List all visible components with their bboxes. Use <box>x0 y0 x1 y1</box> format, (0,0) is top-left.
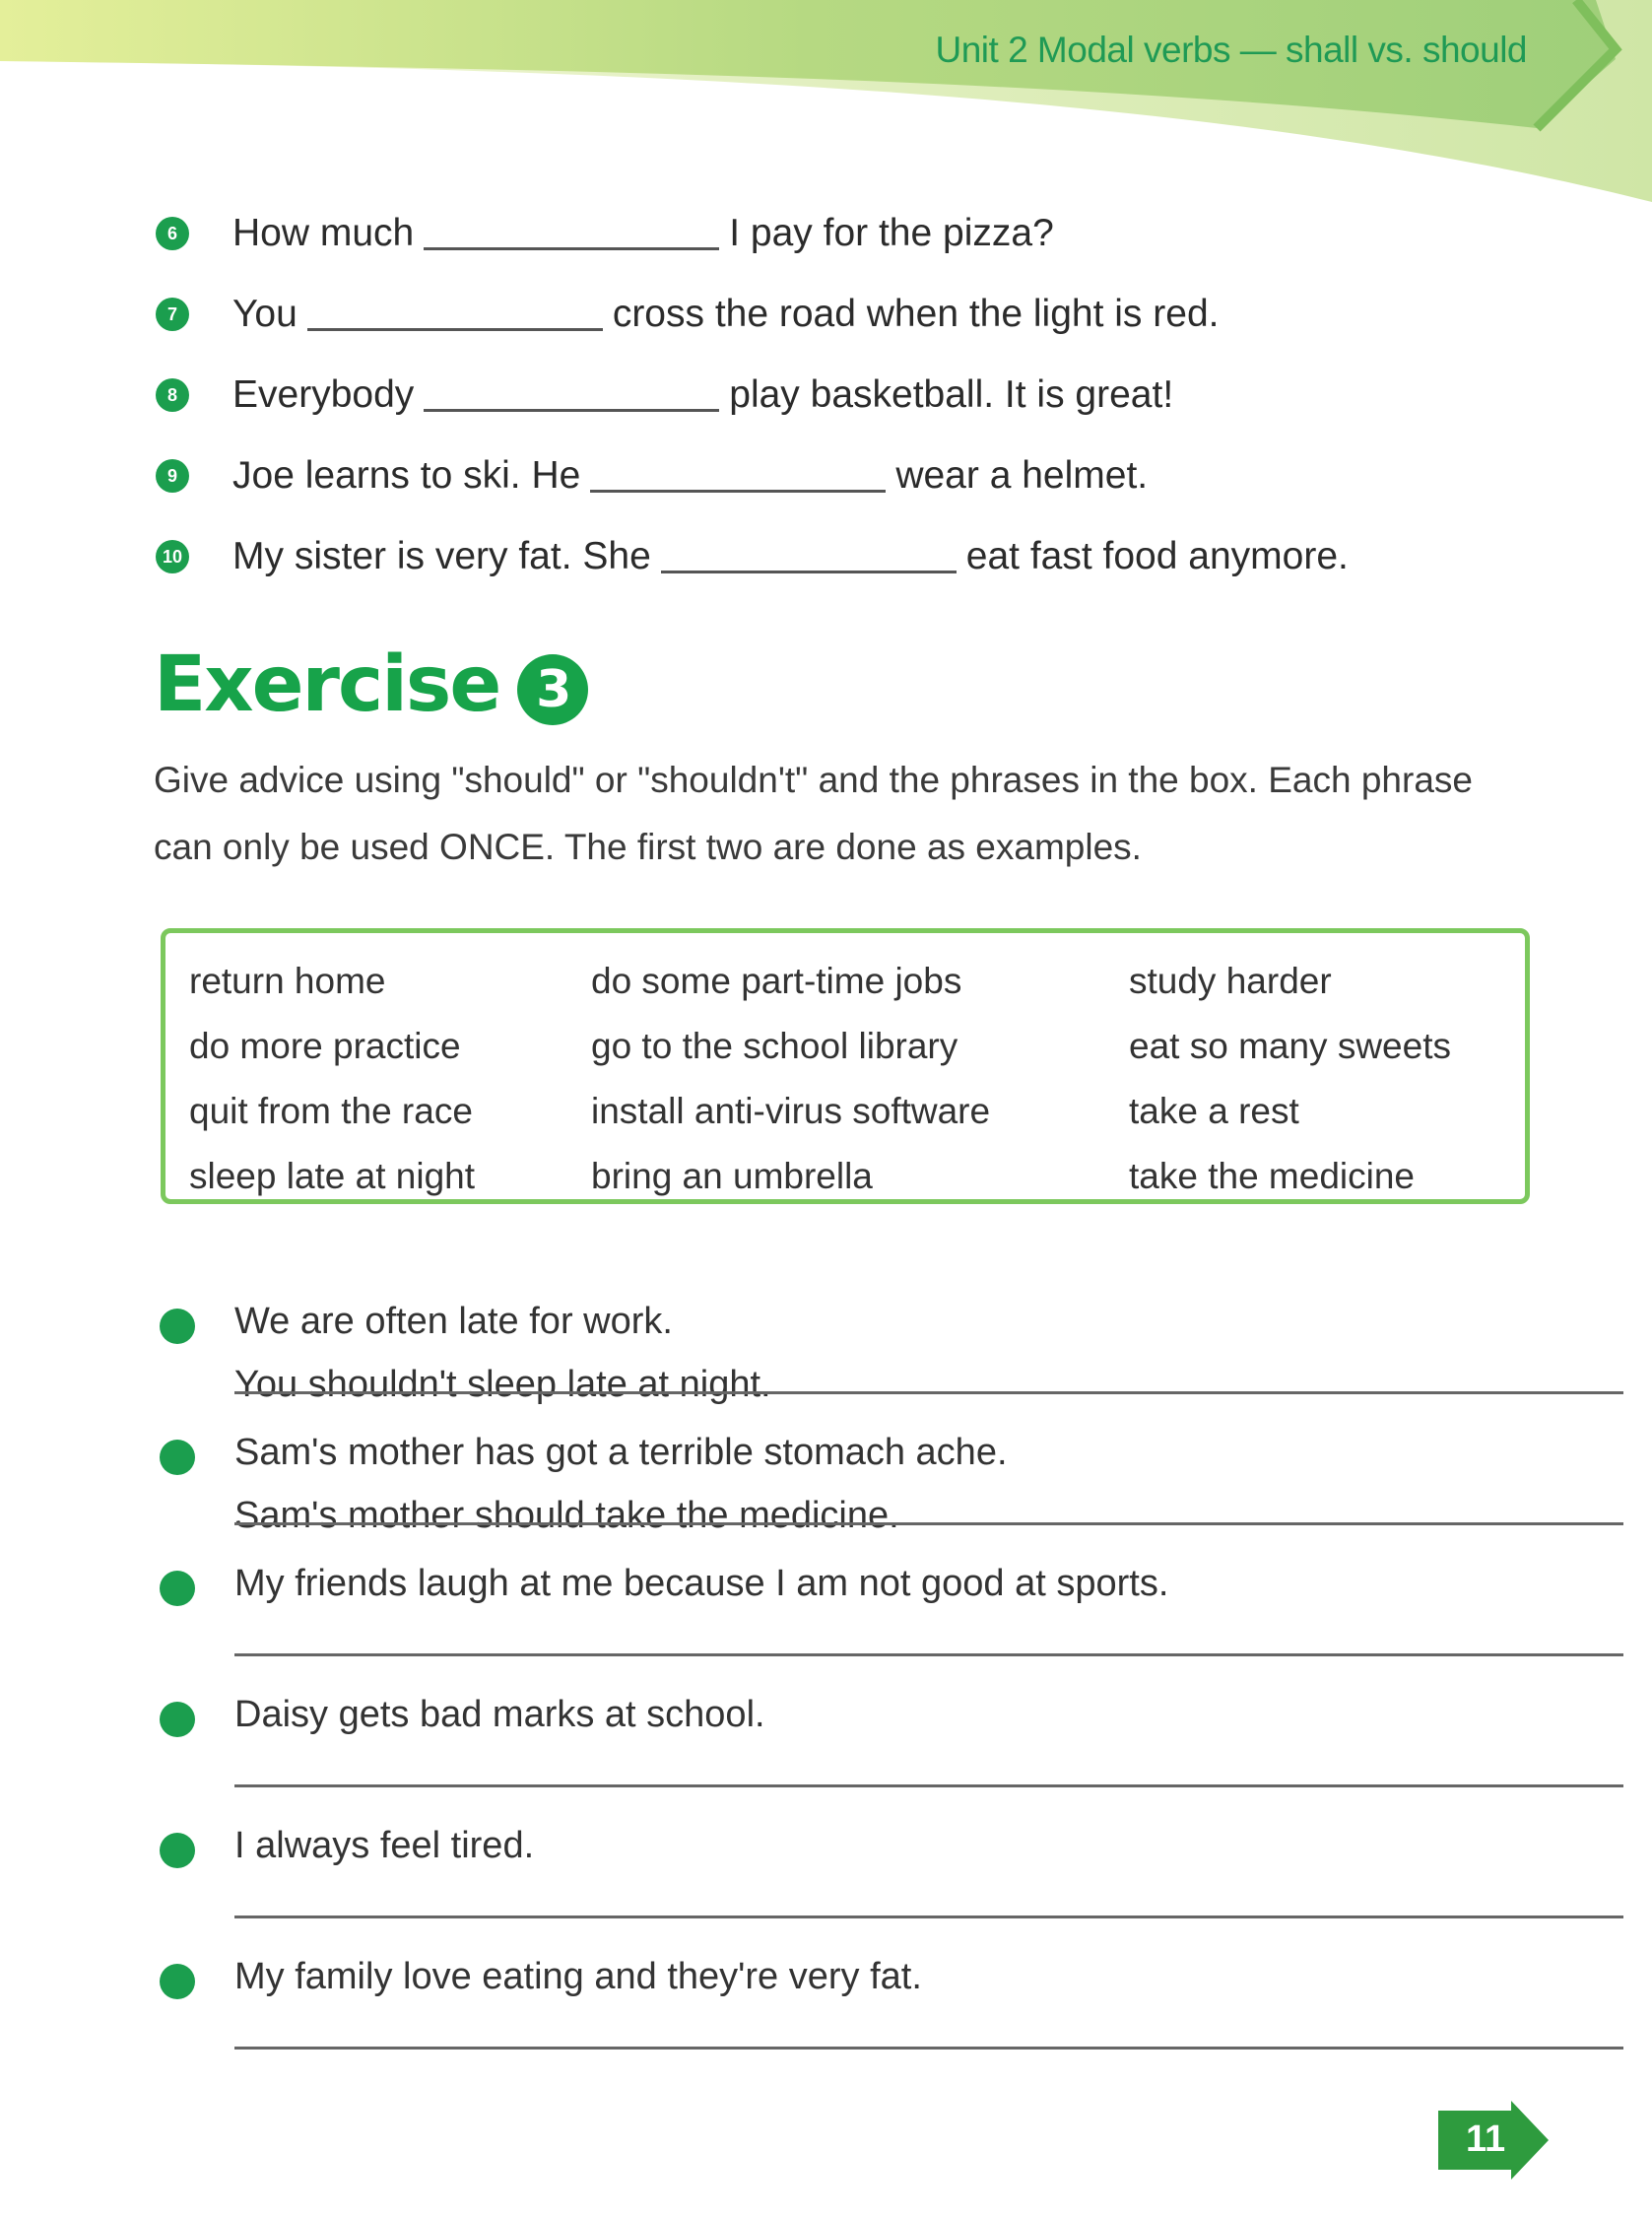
item-bullet <box>160 1702 195 1737</box>
exercise-heading <box>154 640 588 729</box>
question-text-after: play basketball. It is great! <box>729 373 1174 416</box>
item-bullet <box>160 1964 195 1999</box>
exercise-items <box>156 1289 1535 2075</box>
phrase: quit from the race <box>189 1091 473 1131</box>
phrase: eat so many sweets <box>1129 1026 1451 1066</box>
answer-blank[interactable] <box>424 379 719 412</box>
phrase: go to the school library <box>591 1026 958 1066</box>
answer-blank[interactable] <box>424 218 719 250</box>
question-item <box>156 436 1515 516</box>
exercise-title: Exercise <box>154 640 500 729</box>
question-text-before: You <box>232 293 297 335</box>
answer-line[interactable] <box>234 2047 1623 2050</box>
answer-line[interactable] <box>234 1391 1623 1394</box>
question-list <box>156 193 1515 597</box>
question-number: 10 <box>156 540 189 573</box>
answer-blank[interactable] <box>307 299 603 331</box>
answer-line[interactable] <box>234 1522 1623 1525</box>
question-item <box>156 355 1515 436</box>
exercise-item <box>156 1944 1535 2075</box>
item-prompt: Daisy gets bad marks at school. <box>234 1694 765 1735</box>
item-prompt: My friends laugh at me because I am not good at sports. <box>234 1563 1169 1604</box>
answer-line[interactable] <box>234 1653 1623 1656</box>
phrase: return home <box>189 961 386 1001</box>
phrase: do more practice <box>189 1026 461 1066</box>
question-item <box>156 516 1515 597</box>
phrase-column <box>1129 949 1451 1209</box>
question-text-before: My sister is very fat. She <box>232 535 651 577</box>
answer-line[interactable] <box>234 1916 1623 1918</box>
phrase: sleep late at night <box>189 1156 476 1196</box>
question-text-after: eat fast food anymore. <box>965 535 1349 577</box>
item-answer: You shouldn't sleep late at night. <box>234 1364 771 1405</box>
phrase: study harder <box>1129 961 1332 1001</box>
item-prompt: Sam's mother has got a terrible stomach ache. <box>234 1432 1008 1473</box>
question-text-after: wear a helmet. <box>895 454 1149 497</box>
question-number: 9 <box>156 459 189 493</box>
item-answer: Sam's mother should take the medicine. <box>234 1495 899 1536</box>
answer-line[interactable] <box>234 1784 1623 1787</box>
item-bullet <box>160 1833 195 1868</box>
phrase-box <box>161 928 1530 1204</box>
exercise-item <box>156 1289 1535 1420</box>
exercise-item <box>156 1420 1535 1551</box>
question-item <box>156 274 1515 355</box>
item-prompt: My family love eating and they're very fat. <box>234 1956 922 1997</box>
answer-blank[interactable] <box>590 460 886 493</box>
exercise-instructions: Give advice using "should" or "shouldn't" and the phrases in the box. Each phrase can only be used ONCE. The first two are done as examples. <box>154 760 1473 867</box>
exercise-number: 3 <box>517 654 588 725</box>
question-number: 8 <box>156 378 189 412</box>
exercise-item <box>156 1682 1535 1813</box>
question-text-after: cross the road when the light is red. <box>612 293 1220 335</box>
item-prompt: We are often late for work. <box>234 1301 673 1342</box>
phrase: take the medicine <box>1129 1156 1416 1196</box>
phrase: bring an umbrella <box>591 1156 873 1196</box>
question-text-before: How much <box>232 212 415 254</box>
phrase: take a rest <box>1129 1091 1299 1131</box>
question-text-after: I pay for the pizza? <box>729 212 1054 254</box>
question-text-before: Joe learns to ski. He <box>232 454 581 497</box>
exercise-item <box>156 1813 1535 1944</box>
unit-title: Unit 2 Modal verbs — shall vs. should <box>935 30 1527 70</box>
question-number: 7 <box>156 298 189 331</box>
item-bullet <box>160 1309 195 1344</box>
question-item <box>156 193 1515 274</box>
question-number: 6 <box>156 217 189 250</box>
phrase-column <box>591 949 990 1209</box>
item-prompt: I always feel tired. <box>234 1825 535 1866</box>
phrase: do some part-time jobs <box>591 961 962 1001</box>
answer-blank[interactable] <box>661 541 957 573</box>
item-bullet <box>160 1571 195 1606</box>
page-number: 11 <box>1466 2118 1506 2160</box>
question-text-before: Everybody <box>232 373 415 416</box>
exercise-item <box>156 1551 1535 1682</box>
item-bullet <box>160 1440 195 1475</box>
phrase: install anti-virus software <box>591 1091 991 1131</box>
phrase-column <box>189 949 475 1209</box>
